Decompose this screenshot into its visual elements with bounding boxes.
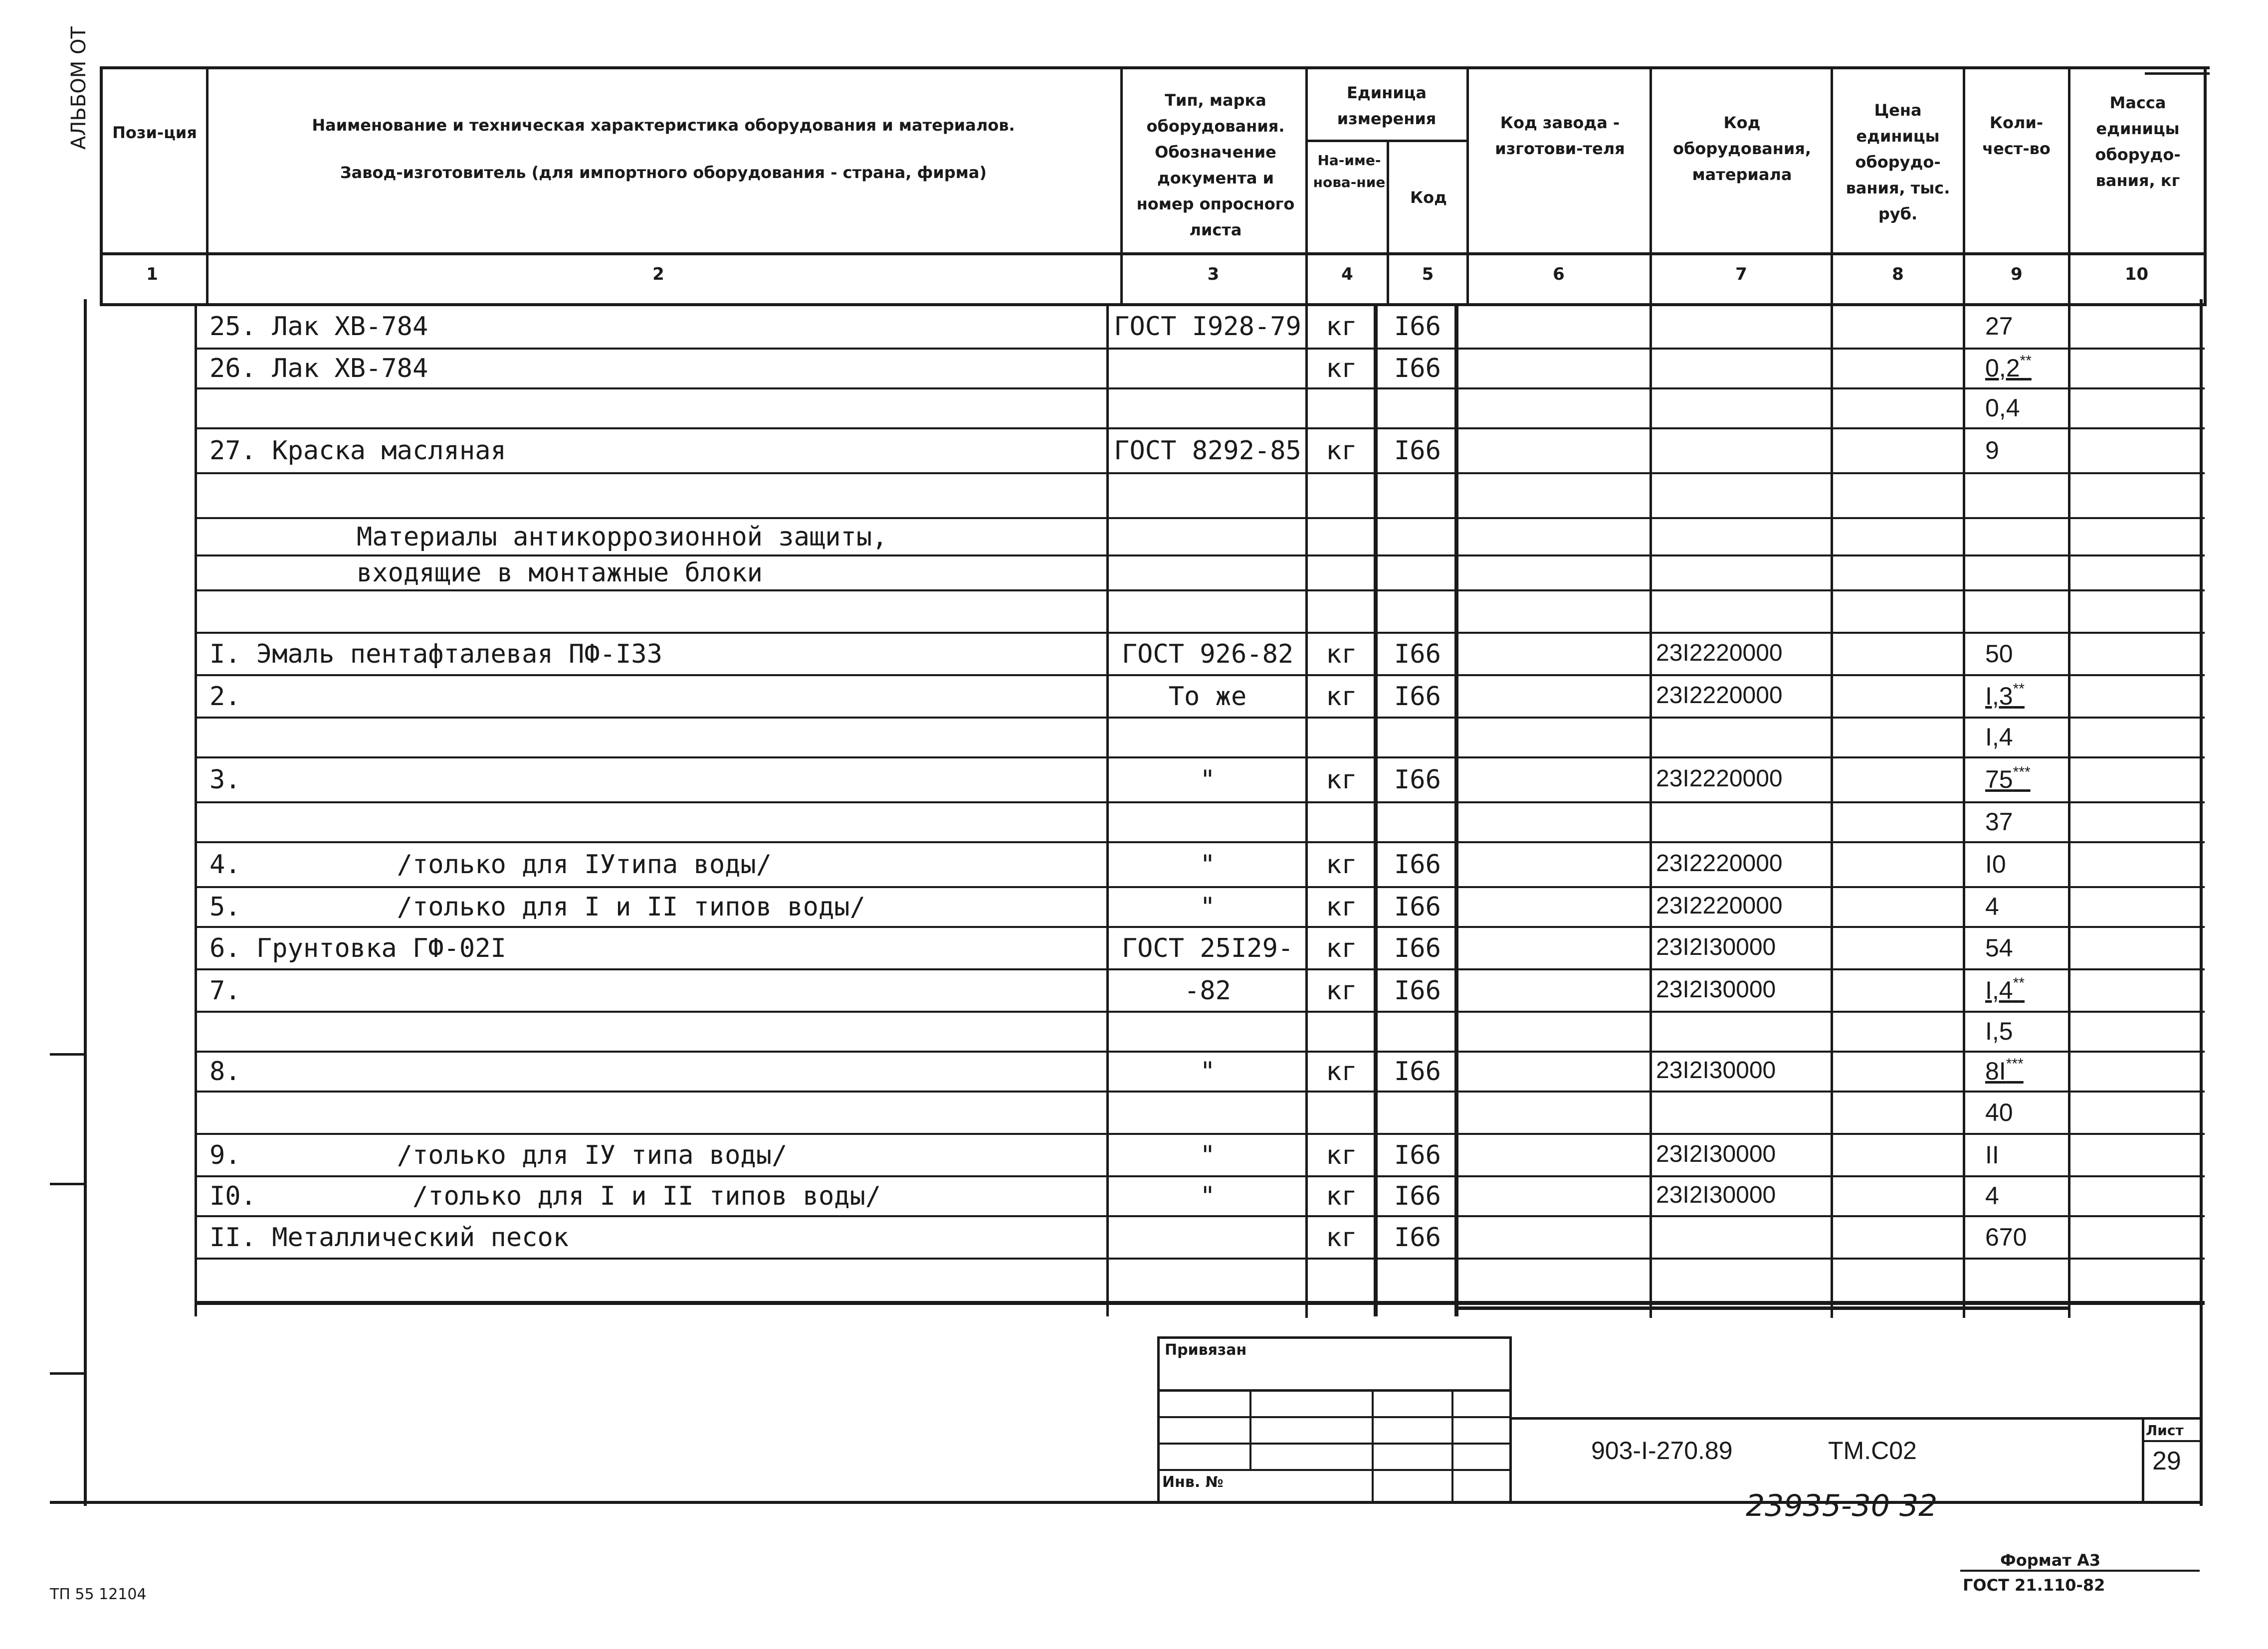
row-material-code: 23I2220000 xyxy=(1656,893,1783,919)
row-unit-code: I66 xyxy=(1394,1057,1441,1087)
row-unit-code: I66 xyxy=(1394,892,1441,922)
row-quantity: 27 xyxy=(1985,312,2013,340)
sheet-cell-split xyxy=(2142,1440,2202,1442)
table-row xyxy=(0,1134,2268,1177)
col-number-9: 9 xyxy=(2011,264,2023,284)
col-number-4: 4 xyxy=(1341,264,1353,284)
col-number-10: 10 xyxy=(2124,264,2149,284)
row-name: II. Металлический песок xyxy=(209,1223,569,1253)
stamp-left xyxy=(1157,1336,1160,1501)
header-type: Тип, марка оборудования. Обозначение документа и номер опросного листа xyxy=(1136,91,1295,239)
quantity-footnote-mark: ** xyxy=(2013,681,2025,697)
frame-top xyxy=(100,66,2210,69)
quantity-footnote-mark: ** xyxy=(2020,353,2032,369)
row-document: " xyxy=(1200,765,1216,795)
col-number-8: 8 xyxy=(1892,264,1904,284)
frame-right-upper xyxy=(2204,66,2207,306)
row-name: 8. xyxy=(209,1057,241,1087)
table-row xyxy=(0,843,2268,888)
row-quantity: 75*** xyxy=(1985,764,2031,793)
row-material-code: 23I2I30000 xyxy=(1656,976,1776,1003)
row-quantity: 0,2** xyxy=(1985,353,2032,382)
row-name: Материалы антикоррозионной защиты, xyxy=(357,522,888,552)
row-quantity: 4 xyxy=(1985,893,1999,920)
table-row xyxy=(0,1052,2268,1092)
table-row xyxy=(0,389,2268,429)
header-material-code: Код оборудования, материала xyxy=(1673,113,1811,184)
table-row xyxy=(0,758,2268,803)
table-row xyxy=(0,1092,2268,1134)
table-row xyxy=(0,349,2268,389)
table-row xyxy=(0,305,2268,349)
row-document: ГОСТ 926-82 xyxy=(1121,639,1294,669)
col-number-1: 1 xyxy=(146,264,158,284)
row-name: 4. /только для IУтипа воды/ xyxy=(209,850,772,880)
row-quantity: 54 xyxy=(1985,934,2013,962)
row-quantity: 40 xyxy=(1985,1099,2013,1126)
table-row xyxy=(0,633,2268,676)
row-quantity: I,3** xyxy=(1985,681,2025,710)
table-row xyxy=(0,1259,2268,1302)
table-row xyxy=(0,970,2268,1012)
table-row xyxy=(0,1217,2268,1259)
row-unit-code: I66 xyxy=(1394,1181,1441,1211)
header-unit-code: Код xyxy=(1410,188,1447,207)
col-line-1u xyxy=(206,66,208,306)
table-row xyxy=(0,718,2268,758)
row-document: То же xyxy=(1168,682,1247,712)
stamp-vline-2 xyxy=(1372,1389,1374,1501)
col-number-6: 6 xyxy=(1553,264,1565,284)
row-quantity: 4 xyxy=(1985,1182,1999,1210)
row-unit: кг xyxy=(1326,765,1357,795)
table-row xyxy=(0,803,2268,843)
frame-top-tick xyxy=(2145,72,2210,75)
table-row xyxy=(0,927,2268,970)
sheet-cell-left xyxy=(2142,1417,2144,1502)
header-unit: Единица измерения xyxy=(1337,83,1437,128)
header-unit-name: На-име-нова-ние xyxy=(1313,152,1386,190)
row-unit-code: I66 xyxy=(1394,765,1441,795)
row-name: 6. Грунтовка ГФ-02I xyxy=(209,933,506,963)
row-quantity: I,4** xyxy=(1985,975,2025,1004)
handwritten-number: 23935-30 32 xyxy=(1746,1488,1938,1523)
row-unit: кг xyxy=(1326,892,1357,922)
table-row xyxy=(0,519,2268,556)
fold-mark-3 xyxy=(50,1372,85,1375)
row-document: ГОСТ 8292-85 xyxy=(1114,436,1301,466)
table-row xyxy=(0,676,2268,718)
col-number-5: 5 xyxy=(1422,264,1434,284)
table-row xyxy=(0,474,2268,519)
row-unit: кг xyxy=(1326,850,1357,880)
row-name: I0. /только для I и II типов воды/ xyxy=(209,1181,881,1211)
col-number-2: 2 xyxy=(652,264,664,284)
quantity-footnote-mark: ** xyxy=(2013,975,2025,991)
row-document: " xyxy=(1200,892,1216,922)
row-quantity: 50 xyxy=(1985,640,2013,668)
header-maker-code: Код завода - изготови-теля xyxy=(1495,113,1625,158)
row-unit-code: I66 xyxy=(1394,933,1441,963)
row-name: 3. xyxy=(209,765,241,795)
row-unit-code: I66 xyxy=(1394,850,1441,880)
row-unit: кг xyxy=(1326,976,1357,1006)
row-unit-code: I66 xyxy=(1394,639,1441,669)
table-row xyxy=(0,429,2268,474)
row-material-code: 23I2I30000 xyxy=(1656,934,1776,960)
row-name: I. Эмаль пентафталевая ПФ-I33 xyxy=(209,639,662,669)
stamp-vline-3 xyxy=(1451,1389,1453,1501)
row-material-code: 23I2220000 xyxy=(1656,850,1783,877)
stamp-line-4 xyxy=(1157,1469,1511,1471)
table-row xyxy=(0,556,2268,591)
gost-label: ГОСТ 21.110-82 xyxy=(1963,1576,2105,1595)
doc-block-top xyxy=(1511,1417,2202,1420)
footer-line xyxy=(1960,1570,2200,1572)
row-material-code: 23I2I30000 xyxy=(1656,1182,1776,1208)
row-document: -82 xyxy=(1184,976,1231,1006)
row-name: 26. Лак ХВ-784 xyxy=(209,354,428,383)
table-bold-end-line xyxy=(1456,1306,2070,1310)
row-document: ГОСТ 25I29- xyxy=(1121,933,1294,963)
row-divider xyxy=(195,1301,2205,1303)
row-unit: кг xyxy=(1326,1140,1357,1170)
format-label: Формат А3 xyxy=(2000,1551,2101,1570)
stamp-line-2 xyxy=(1157,1416,1511,1418)
stamp-top xyxy=(1157,1336,1511,1339)
row-quantity: 0,4 xyxy=(1985,394,2020,422)
stamp-line-1 xyxy=(1157,1389,1511,1392)
row-unit-code: I66 xyxy=(1394,354,1441,383)
row-name: 25. Лак ХВ-784 xyxy=(209,312,428,342)
row-unit: кг xyxy=(1326,436,1357,466)
header-price: Цена единицы оборудо-вания, тыс. руб. xyxy=(1846,101,1950,223)
row-quantity: I0 xyxy=(1985,850,2006,878)
row-unit: кг xyxy=(1326,1223,1357,1253)
header-name-line1: Наименование и техническая характеристика оборудования и материалов. xyxy=(312,116,1015,135)
col-number-3: 3 xyxy=(1207,264,1220,284)
row-unit: кг xyxy=(1326,312,1357,342)
quantity-footnote-mark: *** xyxy=(2013,764,2031,780)
row-document: " xyxy=(1200,1140,1216,1170)
header-quantity: Коли-чест-во xyxy=(1982,113,2051,158)
row-name: 5. /только для I и II типов воды/ xyxy=(209,892,865,922)
quantity-footnote-mark: *** xyxy=(2006,1056,2024,1072)
row-unit: кг xyxy=(1326,1181,1357,1211)
row-unit: кг xyxy=(1326,1057,1357,1087)
document-mark: ТМ.С02 xyxy=(1828,1437,1917,1465)
side-album-label: АЛЬБОМ ОТ xyxy=(67,26,90,150)
row-name: 7. xyxy=(209,976,241,1006)
stamp-vline-1 xyxy=(1249,1389,1251,1469)
row-name: 2. xyxy=(209,682,241,712)
table-row xyxy=(0,1177,2268,1217)
row-unit-code: I66 xyxy=(1394,976,1441,1006)
row-unit-code: I66 xyxy=(1394,436,1441,466)
row-unit: кг xyxy=(1326,639,1357,669)
row-unit: кг xyxy=(1326,354,1357,383)
row-unit-code: I66 xyxy=(1394,1140,1441,1170)
row-quantity: II xyxy=(1985,1141,1999,1169)
header-mass: Масса единицы оборудо-вания, кг xyxy=(2095,93,2181,190)
document-code: 903-I-270.89 xyxy=(1591,1437,1733,1465)
row-unit-code: I66 xyxy=(1394,1223,1441,1253)
row-material-code: 23I2220000 xyxy=(1656,765,1783,792)
stamp-line-3 xyxy=(1157,1443,1511,1445)
row-material-code: 23I2I30000 xyxy=(1656,1057,1776,1084)
row-quantity: I,5 xyxy=(1985,1017,2013,1045)
row-unit-code: I66 xyxy=(1394,312,1441,342)
row-document: " xyxy=(1200,850,1216,880)
row-material-code: 23I2I30000 xyxy=(1656,1141,1776,1167)
row-quantity: I,4 xyxy=(1985,723,2013,751)
table-row xyxy=(0,888,2268,927)
row-material-code: 23I2220000 xyxy=(1656,682,1783,709)
header-name-line2: Завод-изготовитель (для импортного оборудования - страна, фирма) xyxy=(340,163,987,182)
header-position: Пози-ция xyxy=(112,123,197,142)
table-row xyxy=(0,591,2268,633)
col-number-7: 7 xyxy=(1735,264,1747,284)
row-quantity: 8I*** xyxy=(1985,1056,2024,1085)
stamp-bound-label: Привязан xyxy=(1165,1341,1247,1359)
row-unit: кг xyxy=(1326,682,1357,712)
row-unit: кг xyxy=(1326,933,1357,963)
row-quantity: 670 xyxy=(1985,1223,2027,1251)
row-quantity: 9 xyxy=(1985,436,1999,464)
row-material-code: 23I2220000 xyxy=(1656,640,1783,666)
table-row xyxy=(0,1012,2268,1052)
row-name: 27. Краска масляная xyxy=(209,436,506,466)
row-document: " xyxy=(1200,1181,1216,1211)
header-bottom-line xyxy=(100,252,2207,255)
sheet-number: 29 xyxy=(2152,1447,2181,1475)
row-quantity: 37 xyxy=(1985,808,2013,836)
row-unit-code: I66 xyxy=(1394,682,1441,712)
stamp-inventory-label: Инв. № xyxy=(1162,1473,1224,1491)
row-name: входящие в монтажные блоки xyxy=(357,558,763,588)
sheet-label: Лист xyxy=(2146,1422,2184,1439)
tp-number: ТП 55 12104 xyxy=(50,1586,147,1603)
row-document: " xyxy=(1200,1057,1216,1087)
row-name: 9. /только для IУ типа воды/ xyxy=(209,1140,788,1170)
row-document: ГОСТ I928-79 xyxy=(1114,312,1301,342)
